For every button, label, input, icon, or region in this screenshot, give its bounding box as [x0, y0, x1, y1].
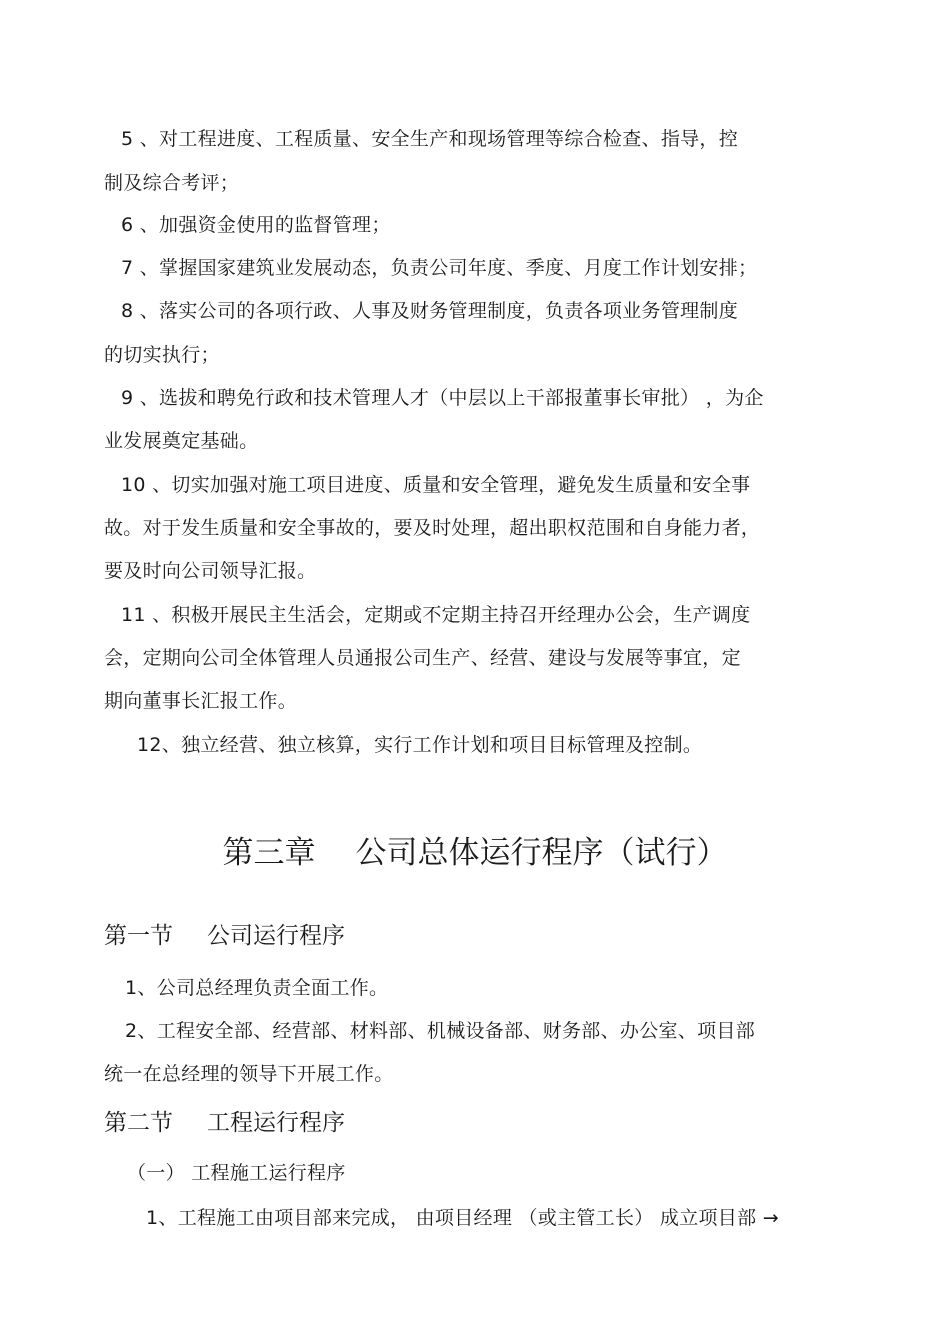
list-item-9-line-1: 9 、选拔和聘免行政和技术管理人才（中层以上干部报董事长审批） ，为企 [121, 387, 764, 409]
list-item-6: 6 、加强资金使用的监督管理； [121, 214, 391, 236]
section-2-title: 工程运行程序 [207, 1110, 345, 1136]
list-item-7: 7 、掌握国家建筑业发展动态，负责公司年度、季度、月度工作计划安排； [121, 257, 758, 279]
section-2-heading [104, 1108, 345, 1138]
chapter-title: 公司总体运行程序（试行） [355, 835, 728, 871]
section-2-line-1: 1、工程施工由项目部来完成， 由项目经理 （或主管工长） 成立项目部 → [146, 1207, 779, 1229]
section-1-heading [104, 921, 345, 951]
section-1-line-2: 2、工程安全部、经营部、材料部、机械设备部、财务部、办公室、项目部 [125, 1020, 755, 1042]
list-item-11-line-1: 11 、积极开展民主生活会，定期或不定期主持召开经理办公会，生产调度 [121, 604, 751, 626]
section-2-subheading: （一） 工程施工运行程序 [127, 1162, 346, 1184]
list-item-8-line-2: 的切实执行； [104, 344, 220, 366]
section-1-title: 公司运行程序 [207, 923, 345, 949]
list-item-11-line-3: 期向董事长汇报工作。 [104, 690, 298, 712]
list-item-9-line-2: 业发展奠定基础。 [104, 430, 259, 452]
list-item-11-line-2: 会，定期向公司全体管理人员通报公司生产、经营、建设与发展等事宜，定 [104, 647, 741, 669]
list-item-8-line-1: 8 、落实公司的各项行政、人事及财务管理制度，负责各项业务管理制度 [121, 300, 739, 322]
section-1-line-1: 1、公司总经理负责全面工作。 [125, 977, 389, 999]
section-1-line-3: 统一在总经理的领导下开展工作。 [104, 1063, 394, 1085]
list-item-5-line-2: 制及综合考评； [104, 172, 240, 194]
list-item-10-line-3: 要及时向公司领导汇报。 [104, 560, 317, 582]
list-item-10-line-1: 10 、切实加强对施工项目进度、质量和安全管理，避免发生质量和安全事 [121, 474, 751, 496]
chapter-number: 第三章 [222, 835, 316, 871]
list-item-12: 12、独立经营、独立核算，实行工作计划和项目目标管理及控制。 [137, 734, 703, 756]
section-1-number: 第一节 [104, 923, 173, 949]
list-item-10-line-2: 故。对于发生质量和安全事故的，要及时处理，超出职权范围和自身能力者， [104, 517, 761, 539]
section-2-number: 第二节 [104, 1110, 173, 1136]
chapter-heading [0, 833, 950, 873]
list-item-5-line-1: 5 、对工程进度、工程质量、安全生产和现场管理等综合检查、指导，控 [121, 128, 739, 150]
